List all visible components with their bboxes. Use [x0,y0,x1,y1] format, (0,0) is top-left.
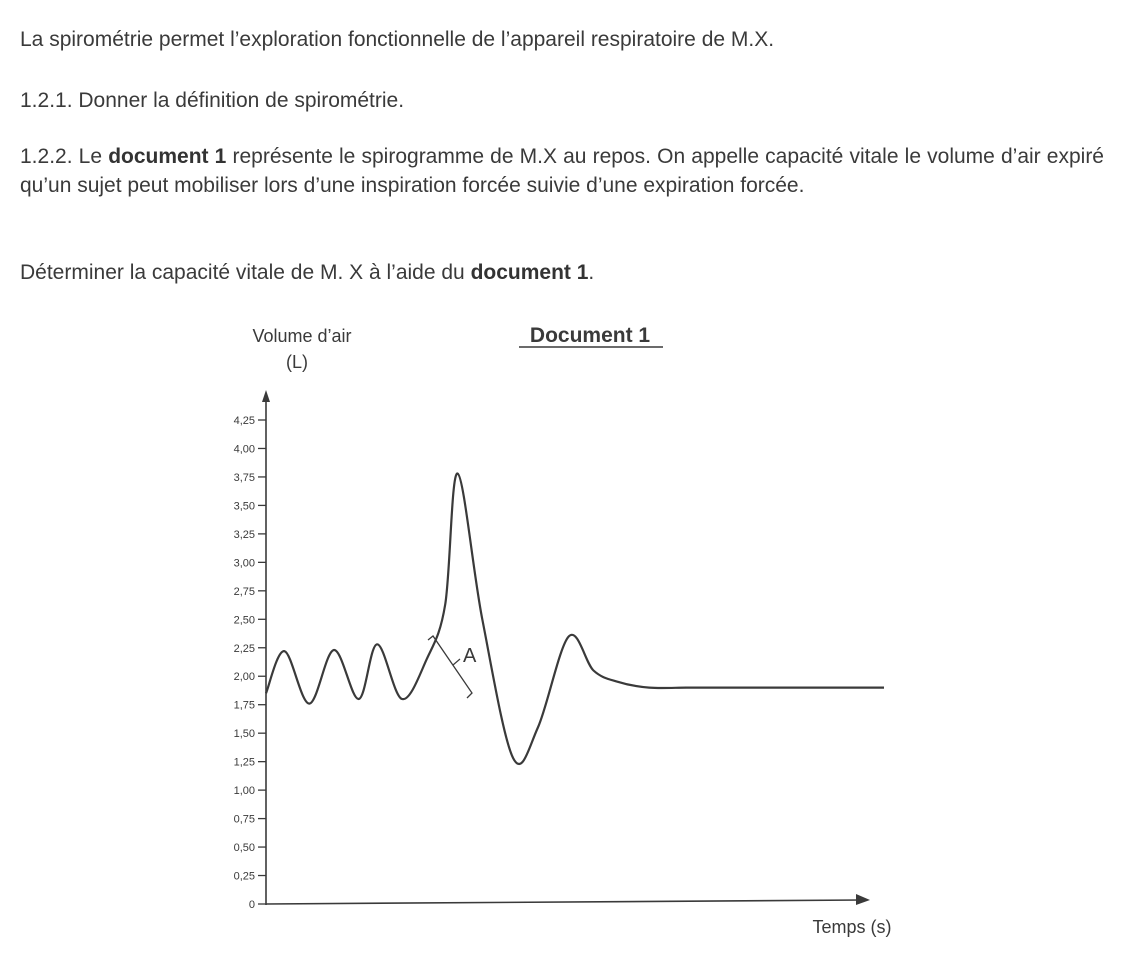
y-tick-label: 3,50 [233,500,255,513]
y-tick-label: 4,25 [233,415,255,427]
annotation-label: A [463,645,477,667]
q122-doc-ref: document 1 [108,145,227,168]
q122-after: représente le spirogramme de M.X au repos. On appelle capacité vitale le volume d’air expiré qu’un sujet peut mobiliser lors d’une inspiration forcée suivie d’une expiration forcée. [20,145,1104,197]
y-tick-label: 1,50 [233,728,255,741]
y-tick-label: 3,00 [233,557,255,570]
intro-text: La spirométrie permet l’exploration fonctionnelle de l’appareil respiratoire de M.X. [20,28,775,51]
task-before: Déterminer la capacité vitale de M. X à l’aide du [20,261,471,284]
x-axis-arrow [856,894,870,905]
question-1-2-1: 1.2.1. Donner la définition de spirométrie. [20,89,405,112]
y-tick-label: 0,50 [233,842,255,855]
y-tick-label: 0,75 [233,813,255,826]
y-axis-arrow [262,390,270,402]
y-tick-label: 2,50 [233,614,255,627]
y-tick-label: 4,00 [233,443,255,456]
annotation-a [428,636,477,698]
y-tick-label: 2,75 [233,585,255,598]
y-tick-label: 1,25 [233,756,255,769]
y-axis-ticks [234,415,266,911]
y-tick-label: 3,75 [233,471,255,484]
annotation-leader [453,659,460,665]
task-after: . [588,261,595,284]
task-doc-ref: document 1 [470,261,589,284]
y-axis-label-line2: (L) [286,352,308,372]
x-axis-label: Temps (s) [812,917,892,937]
spirogram-curve [266,473,884,764]
y-tick-label: 3,25 [233,528,255,541]
y-tick-label: 0 [248,899,255,911]
chart-axes [262,390,870,905]
figure-title: Document 1 [529,324,651,347]
y-axis-label-line1: Volume d’air [252,326,352,346]
y-tick-label: 2,25 [233,642,255,655]
q122-before: 1.2.2. Le [20,145,109,168]
y-tick-label: 1,00 [233,785,255,798]
y-tick-label: 2,00 [233,671,255,684]
x-axis-line [266,900,862,904]
y-tick-label: 1,75 [233,699,255,712]
y-tick-label: 0,25 [233,870,255,883]
